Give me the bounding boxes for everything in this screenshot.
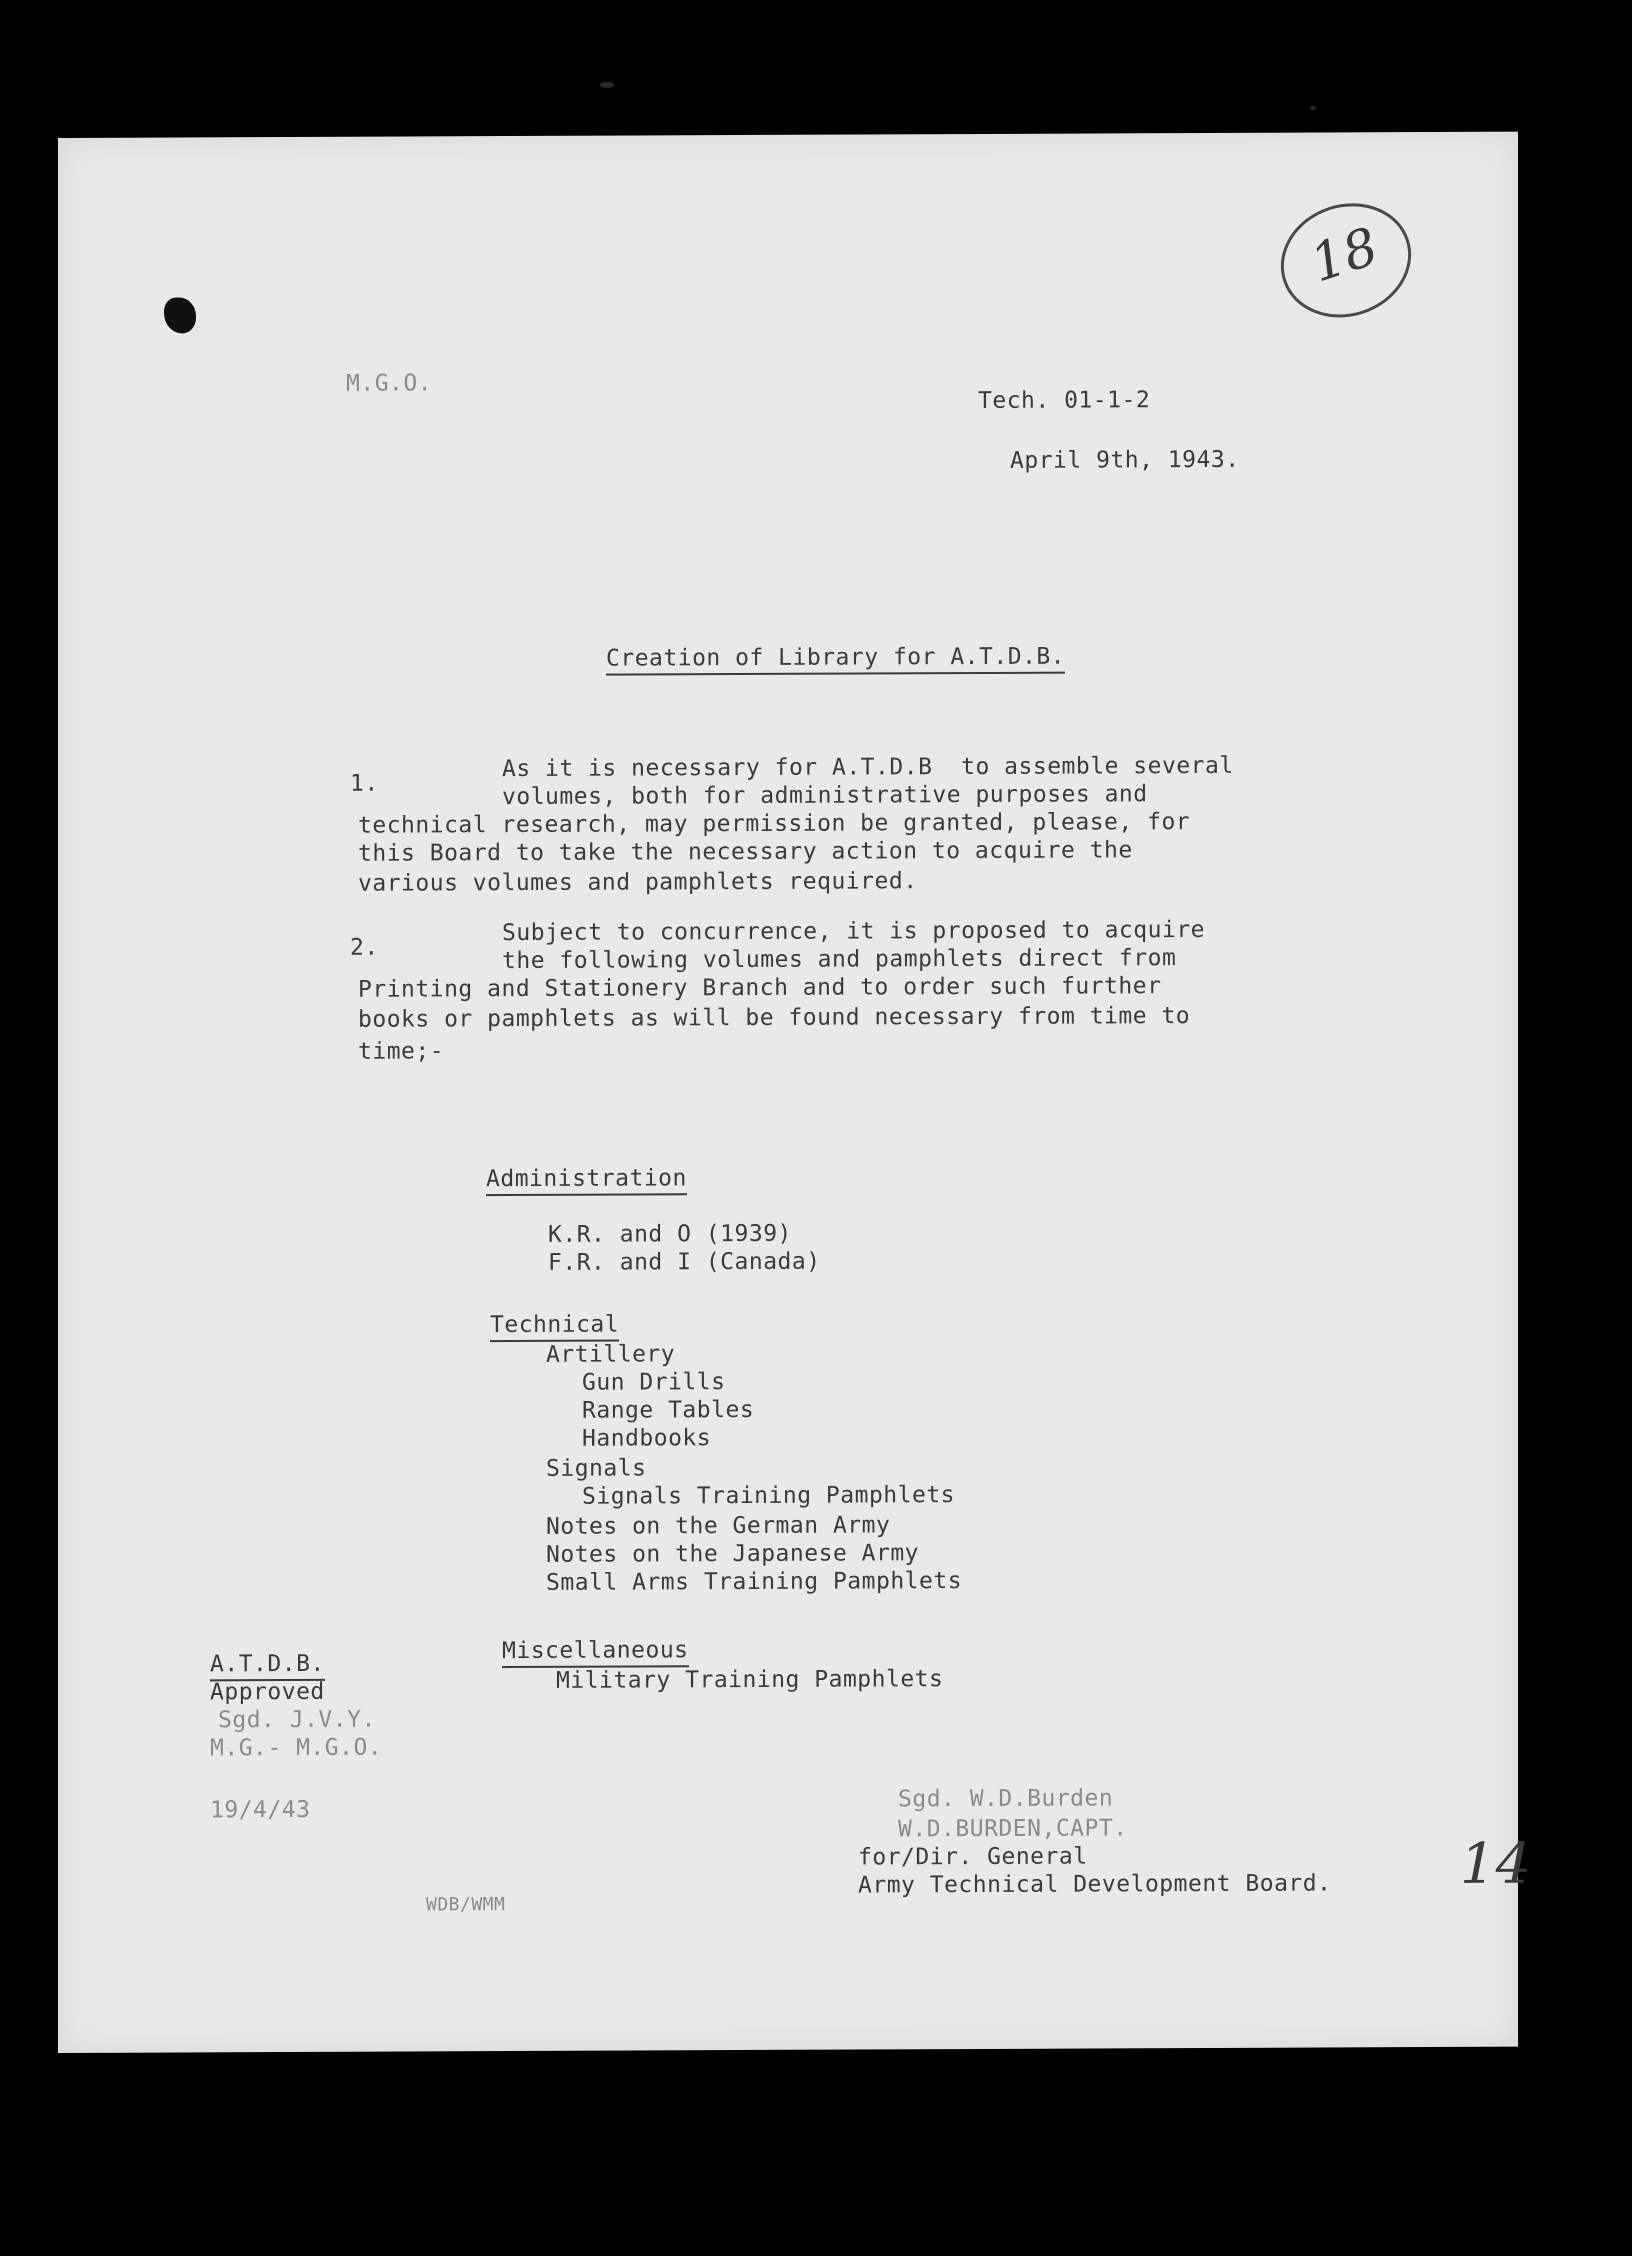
list-item: F.R. and I (Canada) (548, 1248, 821, 1276)
list-item: Handbooks (582, 1425, 712, 1452)
list-item: Notes on the German Army (546, 1512, 891, 1540)
letter-date: April 9th, 1943. (1010, 446, 1240, 474)
approval-status: Approved (210, 1678, 325, 1706)
file-reference: Tech. 01-1-2 (978, 387, 1151, 414)
list-item: K.R. and O (1939) (548, 1220, 792, 1248)
list-item: Military Training Pamphlets (556, 1666, 944, 1694)
para-1-line-3: technical research, may permission be granted, please, for (358, 809, 1191, 839)
signature-signed: Sgd. W.D.Burden (898, 1785, 1114, 1813)
film-speck (600, 82, 614, 88)
list-item: Range Tables (582, 1396, 755, 1424)
para-1-line-1: As it is necessary for A.T.D.B to assemble several (502, 752, 1234, 783)
list-item: Signals Training Pamphlets (582, 1482, 956, 1510)
para-1-line-5: various volumes and pamphlets required. (358, 868, 918, 897)
para-2-line-4: books or pamphlets as will be found necessary from time to (358, 1003, 1191, 1033)
ink-blot (164, 297, 196, 333)
approval-signed: Sgd. J.V.Y. (218, 1706, 376, 1734)
para-1-line-4: this Board to take the necessary action to acquire the (358, 837, 1133, 867)
list-item: Gun Drills (582, 1369, 726, 1396)
para-1-line-2: volumes, both for administrative purposes and (502, 781, 1148, 811)
list-item: Small Arms Training Pamphlets (546, 1568, 963, 1596)
folio-number-circled (1266, 187, 1426, 335)
typist-initials: WDB/WMM (426, 1894, 506, 1916)
signature-board: Army Technical Development Board. (858, 1870, 1332, 1899)
heading-technical: Technical (490, 1314, 619, 1343)
para-2-line-1: Subject to concurrence, it is proposed to acquire (502, 916, 1206, 947)
folio-number-top: 18 (1303, 216, 1386, 295)
subheading-artillery: Artillery (546, 1341, 676, 1368)
subheading-signals: Signals (546, 1455, 647, 1482)
signature-for: for/Dir. General (858, 1843, 1088, 1871)
approval-date: 19/4/43 (210, 1796, 311, 1824)
para-1-number: 1. (350, 770, 379, 797)
heading-administration: Administration (486, 1167, 687, 1196)
para-2-number: 2. (350, 934, 379, 961)
heading-miscellaneous: Miscellaneous (502, 1639, 689, 1668)
folio-number-side: 14 (1460, 1831, 1532, 1897)
approval-org: A.T.D.B. (210, 1653, 325, 1682)
addressee: M.G.O. (346, 370, 433, 397)
document-title: Creation of Library for A.T.D.B. (606, 646, 1065, 676)
para-2-line-2: the following volumes and pamphlets direct from (502, 945, 1177, 975)
para-2-line-3: Printing and Stationery Branch and to order such further (358, 973, 1162, 1003)
signature-name: W.D.BURDEN,CAPT. (898, 1815, 1128, 1843)
para-2-line-5: time;- (358, 1038, 445, 1065)
list-item: Notes on the Japanese Army (546, 1540, 920, 1568)
approval-title: M.G.- M.G.O. (210, 1734, 383, 1762)
document-sheet (58, 132, 1532, 2053)
film-speck (1310, 106, 1316, 110)
